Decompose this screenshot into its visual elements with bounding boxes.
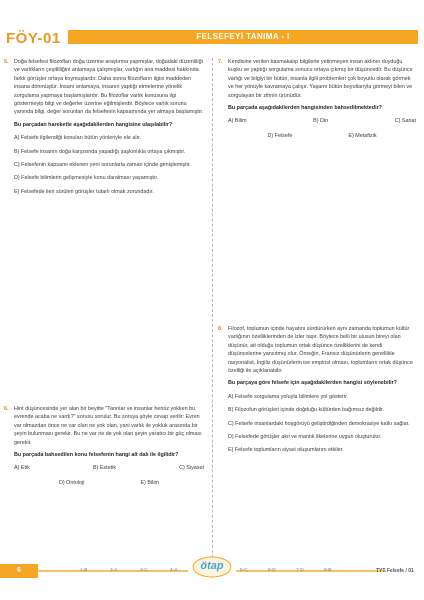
- option-b[interactable]: B) Estetik: [92, 465, 117, 472]
- question-paragraph: Hint düşüncesinde yer alan bir beyitte "Tanrılar ve insanlar henüz yokken bu evrende acaba ne vardı?" sorusu sorulur. Bu soruya şöyle cevap verilir: Evren var olmazdan önce ne var olan ne yok olan, yani varlık ile yokluk arasında bir şeyin bulunması gerekir. Bu ne var ne de yok olan şeyin yaratıcı bir güç olması gerekir.: [14, 406, 202, 446]
- question-paragraph: Filozof, toplumun içinde hayatını sürdürürken aynı zamanda toplumun kültür varlığının özelliklerinden de izler taşır. Böylece belli bir ulusun bireyi olan düşünür, ait olduğu toplumun ortak düşünce özelliklerini de kendi düşüncelerine yansıtmış olur. Örneğin, Fransız düşünürlerin genellikle rasyonalist, İngiliz düşünürlerin ise empirist olması, toplumların ortak düşünce özelliği ile açıklanabilir.: [228, 326, 413, 375]
- question-prompt: Bu parçada bahsedilen konu felsefenin hangi alt dalı ile ilgilidir?: [14, 452, 179, 459]
- option-d[interactable]: D) Ontoloji: [58, 479, 85, 486]
- question-number: 6.: [4, 406, 9, 412]
- question-7: [218, 58, 416, 140]
- option-e[interactable]: E) Bilim: [140, 479, 160, 486]
- column-divider: [212, 58, 213, 578]
- option-e[interactable]: E) Felsefede ileri sürülen görüşler tutarlı olmak zorundadır.: [14, 188, 154, 195]
- page-title: FELSEFEYİ TANIMA - I: [196, 32, 290, 41]
- question-number: 5.: [4, 59, 9, 65]
- option-a[interactable]: A) Felsefe ilgilendiği konuları bütün yönleriyle ele alır.: [14, 135, 142, 142]
- option-c[interactable]: C) Siyaset: [179, 465, 204, 472]
- brand-text: ötap: [200, 560, 224, 572]
- option-c[interactable]: C) Felsefe insanlardaki hoşgörüyü geliştirdiğinden demokrasiye katkı sağlar.: [228, 420, 410, 427]
- question-prompt: Bu parçadan hareketle aşağıdakilerden hangisine ulaşılabilir?: [14, 121, 173, 128]
- option-c[interactable]: C) Felsefenin kapsamı eklenen yeni sorunlarla zaman içinde genişlemiştir.: [14, 162, 191, 169]
- option-d[interactable]: D) Felsefe: [267, 132, 293, 139]
- option-e[interactable]: E) Felsefe toplumların siyasi oluşumlarını etkiler.: [228, 447, 344, 454]
- page-header: [0, 0, 424, 52]
- question-number: 7.: [218, 59, 223, 65]
- sheet-number: FÖY-01: [6, 30, 61, 47]
- option-a[interactable]: A) Felsefe sorgulama yoluyla bilimlere yol gösterir.: [228, 393, 349, 400]
- question-5: [4, 58, 204, 196]
- brand-logo: [192, 556, 232, 578]
- question-8: [218, 325, 416, 455]
- option-d[interactable]: D) Felsefe bilimlerin gelişmesiyle konu daralması yaşamıştır.: [14, 175, 159, 182]
- option-b[interactable]: B) Felsefe insanın doğa karşısında yaşadığı şaşkınlıkla ortaya çıkmıştır.: [14, 148, 186, 155]
- answer-key-4: 4-A: [170, 568, 178, 573]
- page-number: 6: [0, 564, 38, 578]
- option-a[interactable]: A) Etik: [14, 465, 30, 472]
- answer-key-8: 8-B: [324, 568, 332, 573]
- answer-key-3: 3-C: [140, 568, 148, 573]
- option-c[interactable]: C) Sanat: [394, 118, 416, 125]
- title-bar: [68, 30, 418, 44]
- answer-key-6: 6-D: [268, 568, 276, 573]
- answer-key-5: 5-C: [240, 568, 248, 573]
- footer-rule-right: [236, 570, 386, 572]
- question-6: [4, 405, 204, 487]
- answer-key-2: 2-A: [110, 568, 118, 573]
- option-b[interactable]: B) Din: [313, 118, 329, 125]
- option-b[interactable]: B) Filozofun görüşleri içinde doğduğu kültürden bağımsız değildir.: [228, 407, 385, 414]
- option-e[interactable]: E) Metafizik: [348, 132, 377, 139]
- answer-key-1: 1-B: [80, 568, 88, 573]
- question-prompt: Bu parçada aşağıdakilerden hangisinden bahsedilmektedir?: [228, 105, 382, 112]
- subject-label: TYT Felsefe / 01: [376, 568, 414, 574]
- answer-key-7: 7-D: [296, 568, 304, 573]
- question-number: 8.: [218, 326, 223, 332]
- question-paragraph: Doğa felsefesi filozofları doğa üzerine araştırma yapmışlar, doğadaki düzenliliği ve varlıkların çeşitliliğini anlamaya çalışmışlar, varlığın ana maddesi hakkında farklı görüşler ortaya koymuşlardır. Daha sonra filozofların ilgisi maddeden insana dönmüştür. İnsanı anlamaya, insanın yaptığı etmelerine yönelik sorgulama yapmaya başlamışlardır. Bu filozoflar varlık konusuna ilgi göstermeyip bilgi ve değerler üzerine eğilmişlerdir. Böylece varlık sorunu yanında bilgi, değer sorunları da felsefenin kapsamında yer almaya başlamıştır.: [14, 59, 204, 116]
- option-d[interactable]: D) Felsefede görüşler akıl ve mantık ilkelerine uygun oluşturulur.: [228, 434, 382, 441]
- question-prompt: Bu parçaya göre felsefe için aşağıdakilerden hangisi söylenebilir?: [228, 380, 397, 387]
- question-paragraph: Kendisine verilen basmakalıp bilgilerle yetinmeyen insan aklının duyduğu kuşku ve yaptığı sorgulama sonucu ortaya çıkmış bir düşüncedir. Bu düşünce varlığı ve bilgiyi bir bütün, insanla ilgili problemleri çok boyutlu olarak görmek ve her yönüyle kavramaya çalışır. Yaşamı bütün boyutlarıyla görmeyi bilen ve sorgulayan bir zihnin ürünüdür.: [228, 59, 413, 99]
- option-a[interactable]: A) Bilim: [228, 118, 247, 125]
